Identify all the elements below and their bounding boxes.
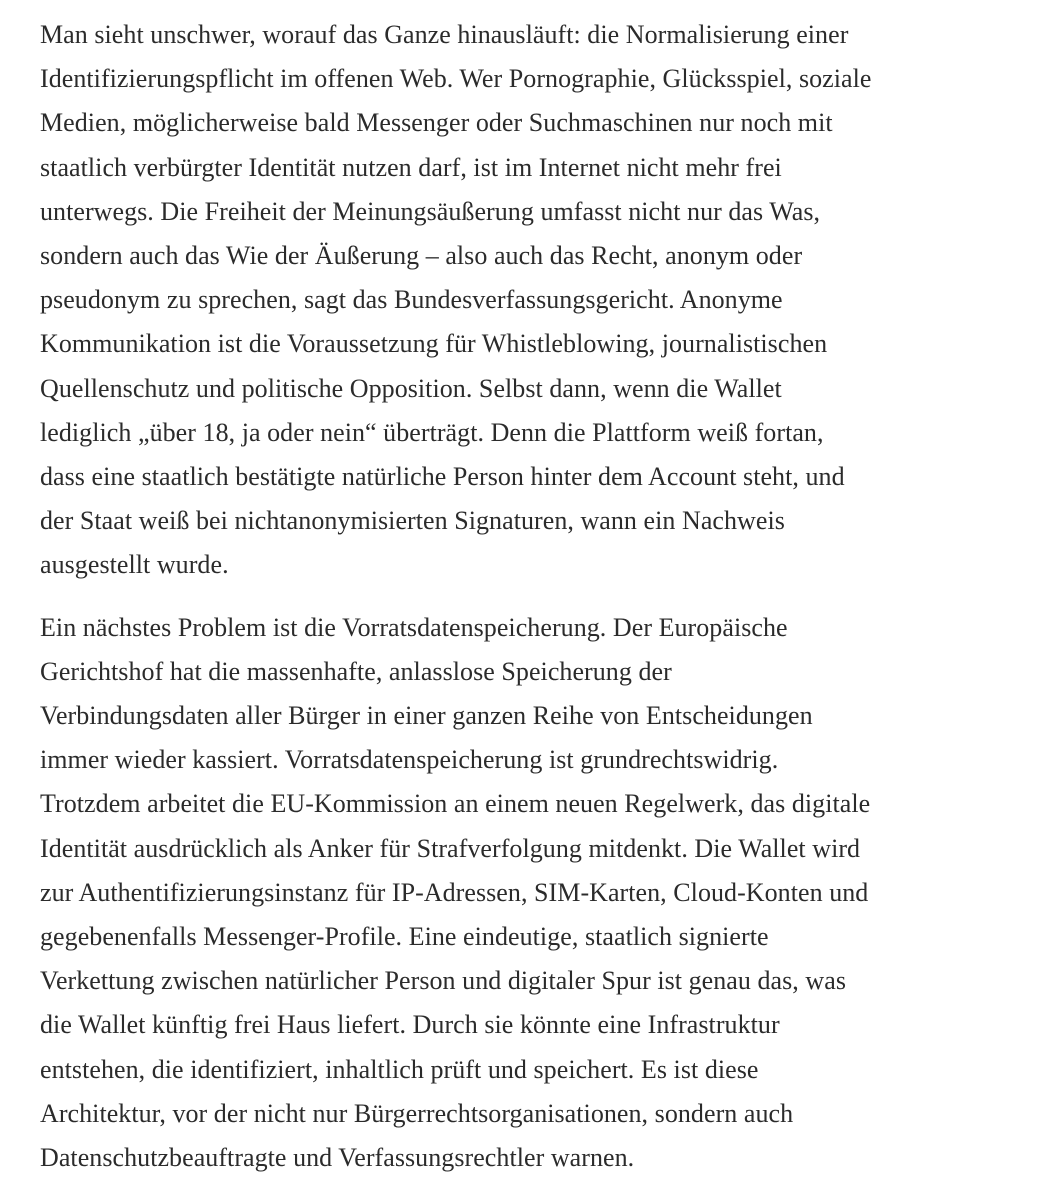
text-line: zur Authentifizierungsinstanz für IP-Adressen, SIM-Karten, Cloud-Konten und <box>40 877 869 907</box>
text-line: Verbindungsdaten aller Bürger in einer ganzen Reihe von Entscheidungen <box>40 701 813 731</box>
text-line: immer wieder kassiert. Vorratsdatenspeicherung ist grundrechtswidrig. <box>40 745 779 775</box>
text-line: Ein nächstes Problem ist die Vorratsdatenspeicherung. Der Europäische <box>40 612 788 642</box>
text-line: Datenschutzbeauftragte und Verfassungsrechtler warnen. <box>40 1143 635 1173</box>
text-line: dass eine staatlich bestätigte natürliche Person hinter dem Account steht, und <box>40 462 845 492</box>
text-line: Verkettung zwischen natürlicher Person und digitaler Spur ist genau das, was <box>40 966 846 996</box>
text-line: die Wallet künftig frei Haus liefert. Durch sie könnte eine Infrastruktur <box>40 1010 780 1040</box>
text-line: Gerichtshof hat die massenhafte, anlasslose Speicherung der <box>40 656 672 686</box>
text-line: ausgestellt wurde. <box>40 550 229 580</box>
text-line: gegebenenfalls Messenger-Profile. Eine eindeutige, staatlich signierte <box>40 922 769 952</box>
text-line: Architektur, vor der nicht nur Bürgerrechtsorganisationen, sondern auch <box>40 1098 794 1128</box>
text-line: lediglich „über 18, ja oder nein“ überträgt. Denn die Plattform weiß fortan, <box>40 417 824 447</box>
text-line: unterwegs. Die Freiheit der Meinungsäußerung umfasst nicht nur das Was, <box>40 196 821 226</box>
text-line: entstehen, die identifiziert, inhaltlich prüft und speichert. Es ist diese <box>40 1054 759 1084</box>
text-line: Medien, möglicherweise bald Messenger oder Suchmaschinen nur noch mit <box>40 108 833 138</box>
article-body <box>40 13 1030 1180</box>
text-line: Identität ausdrücklich als Anker für Strafverfolgung mitdenkt. Die Wallet wird <box>40 833 861 863</box>
text-line: Quellenschutz und politische Opposition. Selbst dann, wenn die Wallet <box>40 373 782 403</box>
paragraph-identification <box>40 13 1030 588</box>
text-line: staatlich verbürgter Identität nutzen darf, ist im Internet nicht mehr frei <box>40 152 782 182</box>
paragraph-data-retention <box>40 606 1030 1181</box>
text-line: Identifizierungspflicht im offenen Web. Wer Pornographie, Glücksspiel, soziale <box>40 64 872 94</box>
text-line: pseudonym zu sprechen, sagt das Bundesverfassungsgericht. Anonyme <box>40 285 783 315</box>
text-line: Trotzdem arbeitet die EU-Kommission an einem neuen Regelwerk, das digitale <box>40 789 871 819</box>
text-line: der Staat weiß bei nichtanonymisierten Signaturen, wann ein Nachweis <box>40 506 785 536</box>
text-line: sondern auch das Wie der Äußerung – also auch das Recht, anonym oder <box>40 241 803 271</box>
text-line: Man sieht unschwer, worauf das Ganze hinausläuft: die Normalisierung einer <box>40 20 849 49</box>
text-line: Kommunikation ist die Voraussetzung für Whistleblowing, journalistischen <box>40 329 828 359</box>
